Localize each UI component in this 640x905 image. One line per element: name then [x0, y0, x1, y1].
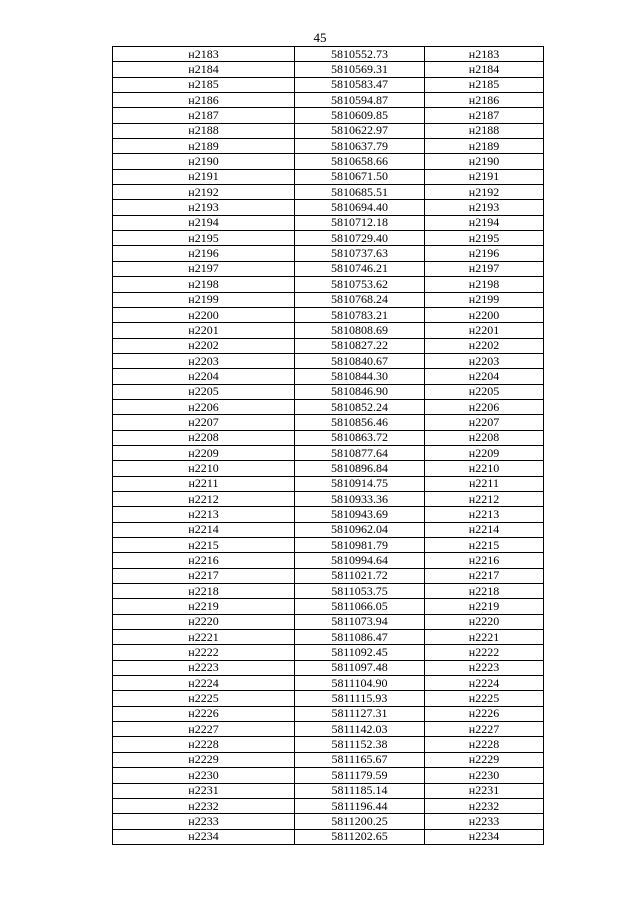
coordinate-value-cell: 5811202.65	[295, 829, 425, 844]
point-number-repeat-cell: н2222	[425, 645, 544, 660]
point-number-repeat-cell: н2216	[425, 553, 544, 568]
point-number-cell: н2187	[113, 108, 295, 123]
point-number-repeat-cell: н2205	[425, 384, 544, 399]
point-number-repeat-cell: н2202	[425, 338, 544, 353]
point-number-repeat-cell: н2206	[425, 399, 544, 414]
point-number-cell: н2185	[113, 77, 295, 92]
point-number-repeat-cell: н2210	[425, 461, 544, 476]
point-number-cell: н2218	[113, 584, 295, 599]
table-row	[113, 430, 544, 445]
coordinate-value-cell: 5810844.30	[295, 369, 425, 384]
point-number-cell: н2192	[113, 185, 295, 200]
coordinate-value-cell: 5810783.21	[295, 307, 425, 322]
table-row	[113, 614, 544, 629]
table-row	[113, 215, 544, 230]
coordinate-value-cell: 5811073.94	[295, 614, 425, 629]
point-number-cell: н2232	[113, 798, 295, 813]
table-row	[113, 568, 544, 583]
point-number-cell: н2196	[113, 246, 295, 261]
table-row	[113, 814, 544, 829]
point-number-repeat-cell: н2192	[425, 185, 544, 200]
table-row	[113, 599, 544, 614]
table-row	[113, 108, 544, 123]
table-row	[113, 154, 544, 169]
point-number-repeat-cell: н2187	[425, 108, 544, 123]
coordinate-value-cell: 5810768.24	[295, 292, 425, 307]
table-row	[113, 538, 544, 553]
point-number-cell: н2224	[113, 676, 295, 691]
point-number-repeat-cell: н2199	[425, 292, 544, 307]
point-number-cell: н2231	[113, 783, 295, 798]
point-number-cell: н2223	[113, 660, 295, 675]
coordinate-value-cell: 5810658.66	[295, 154, 425, 169]
point-number-cell: н2193	[113, 200, 295, 215]
table-row	[113, 246, 544, 261]
table-row	[113, 660, 544, 675]
table-row	[113, 399, 544, 414]
coordinate-value-cell: 5811127.31	[295, 706, 425, 721]
point-number-repeat-cell: н2233	[425, 814, 544, 829]
coordinate-value-cell: 5810856.46	[295, 415, 425, 430]
point-number-repeat-cell: н2201	[425, 323, 544, 338]
table-row	[113, 553, 544, 568]
point-number-repeat-cell: н2193	[425, 200, 544, 215]
point-number-cell: н2199	[113, 292, 295, 307]
point-number-repeat-cell: н2196	[425, 246, 544, 261]
coordinate-value-cell: 5811097.48	[295, 660, 425, 675]
point-number-cell: н2200	[113, 307, 295, 322]
coordinate-value-cell: 5810808.69	[295, 323, 425, 338]
table-row	[113, 292, 544, 307]
coordinate-value-cell: 5810840.67	[295, 353, 425, 368]
point-number-repeat-cell: н2197	[425, 261, 544, 276]
point-number-cell: н2204	[113, 369, 295, 384]
table-row	[113, 261, 544, 276]
table-row	[113, 768, 544, 783]
table-row	[113, 676, 544, 691]
coordinate-value-cell: 5810694.40	[295, 200, 425, 215]
point-number-cell: н2220	[113, 614, 295, 629]
point-number-cell: н2229	[113, 752, 295, 767]
coordinate-value-cell: 5810846.90	[295, 384, 425, 399]
table-row	[113, 645, 544, 660]
table-row	[113, 307, 544, 322]
coordinate-value-cell: 5810863.72	[295, 430, 425, 445]
coordinate-value-cell: 5810712.18	[295, 215, 425, 230]
point-number-cell: н2212	[113, 491, 295, 506]
table-row	[113, 783, 544, 798]
point-number-repeat-cell: н2220	[425, 614, 544, 629]
table-row	[113, 93, 544, 108]
coordinate-value-cell: 5811185.14	[295, 783, 425, 798]
table-row	[113, 169, 544, 184]
point-number-cell: н2198	[113, 277, 295, 292]
table-row	[113, 630, 544, 645]
coordinate-value-cell: 5811104.90	[295, 676, 425, 691]
coordinate-value-cell: 5811115.93	[295, 691, 425, 706]
table-row	[113, 384, 544, 399]
point-number-repeat-cell: н2232	[425, 798, 544, 813]
point-number-cell: н2208	[113, 430, 295, 445]
point-number-cell: н2215	[113, 538, 295, 553]
coordinate-value-cell: 5811165.67	[295, 752, 425, 767]
point-number-repeat-cell: н2213	[425, 507, 544, 522]
coordinate-value-cell: 5811196.44	[295, 798, 425, 813]
table-row	[113, 798, 544, 813]
coordinate-value-cell: 5810943.69	[295, 507, 425, 522]
table-row	[113, 829, 544, 844]
table-row	[113, 491, 544, 506]
table-row	[113, 139, 544, 154]
coordinate-value-cell: 5810753.62	[295, 277, 425, 292]
point-number-repeat-cell: н2185	[425, 77, 544, 92]
point-number-repeat-cell: н2191	[425, 169, 544, 184]
point-number-repeat-cell: н2188	[425, 123, 544, 138]
point-number-repeat-cell: н2200	[425, 307, 544, 322]
point-number-cell: н2227	[113, 722, 295, 737]
table-row	[113, 353, 544, 368]
table-row	[113, 706, 544, 721]
point-number-repeat-cell: н2215	[425, 538, 544, 553]
point-number-cell: н2213	[113, 507, 295, 522]
coordinate-value-cell: 5810685.51	[295, 185, 425, 200]
point-number-cell: н2226	[113, 706, 295, 721]
table-row	[113, 123, 544, 138]
point-number-cell: н2225	[113, 691, 295, 706]
point-number-cell: н2209	[113, 445, 295, 460]
point-number-cell: н2202	[113, 338, 295, 353]
coordinate-value-cell: 5810877.64	[295, 445, 425, 460]
point-number-cell: н2217	[113, 568, 295, 583]
point-number-repeat-cell: н2221	[425, 630, 544, 645]
coordinates-table	[112, 46, 544, 845]
coordinate-value-cell: 5811200.25	[295, 814, 425, 829]
point-number-repeat-cell: н2227	[425, 722, 544, 737]
point-number-cell: н2186	[113, 93, 295, 108]
coordinate-value-cell: 5811179.59	[295, 768, 425, 783]
point-number-repeat-cell: н2190	[425, 154, 544, 169]
table-row	[113, 338, 544, 353]
table-row	[113, 722, 544, 737]
coordinate-value-cell: 5810594.87	[295, 93, 425, 108]
point-number-cell: н2189	[113, 139, 295, 154]
point-number-cell: н2205	[113, 384, 295, 399]
point-number-cell: н2221	[113, 630, 295, 645]
point-number-cell: н2194	[113, 215, 295, 230]
point-number-cell: н2214	[113, 522, 295, 537]
coordinate-value-cell: 5810671.50	[295, 169, 425, 184]
table-row	[113, 752, 544, 767]
coordinate-value-cell: 5811053.75	[295, 584, 425, 599]
point-number-repeat-cell: н2204	[425, 369, 544, 384]
coordinate-value-cell: 5811021.72	[295, 568, 425, 583]
coordinate-value-cell: 5810896.84	[295, 461, 425, 476]
table-row	[113, 185, 544, 200]
coordinate-value-cell: 5810914.75	[295, 476, 425, 491]
point-number-repeat-cell: н2225	[425, 691, 544, 706]
point-number-repeat-cell: н2189	[425, 139, 544, 154]
table-row	[113, 415, 544, 430]
point-number-cell: н2203	[113, 353, 295, 368]
point-number-cell: н2188	[113, 123, 295, 138]
table-row	[113, 231, 544, 246]
point-number-repeat-cell: н2219	[425, 599, 544, 614]
table-row	[113, 691, 544, 706]
point-number-repeat-cell: н2217	[425, 568, 544, 583]
table-row	[113, 522, 544, 537]
point-number-repeat-cell: н2195	[425, 231, 544, 246]
point-number-repeat-cell: н2183	[425, 47, 544, 62]
table-row	[113, 323, 544, 338]
coordinate-value-cell: 5810852.24	[295, 399, 425, 414]
coordinate-value-cell: 5811086.47	[295, 630, 425, 645]
coordinate-value-cell: 5810552.73	[295, 47, 425, 62]
coordinate-value-cell: 5810637.79	[295, 139, 425, 154]
point-number-repeat-cell: н2211	[425, 476, 544, 491]
point-number-cell: н2228	[113, 737, 295, 752]
point-number-repeat-cell: н2226	[425, 706, 544, 721]
point-number-repeat-cell: н2208	[425, 430, 544, 445]
point-number-repeat-cell: н2207	[425, 415, 544, 430]
coordinate-value-cell: 5810933.36	[295, 491, 425, 506]
point-number-repeat-cell: н2203	[425, 353, 544, 368]
point-number-cell: н2190	[113, 154, 295, 169]
table-row	[113, 277, 544, 292]
table-row	[113, 369, 544, 384]
point-number-cell: н2201	[113, 323, 295, 338]
coordinate-value-cell: 5810583.47	[295, 77, 425, 92]
coordinate-value-cell: 5810981.79	[295, 538, 425, 553]
point-number-cell: н2233	[113, 814, 295, 829]
point-number-cell: н2184	[113, 62, 295, 77]
point-number-repeat-cell: н2218	[425, 584, 544, 599]
point-number-cell: н2206	[113, 399, 295, 414]
point-number-repeat-cell: н2223	[425, 660, 544, 675]
coordinate-value-cell: 5810622.97	[295, 123, 425, 138]
coordinate-value-cell: 5810737.63	[295, 246, 425, 261]
coordinate-value-cell: 5810569.31	[295, 62, 425, 77]
point-number-cell: н2222	[113, 645, 295, 660]
point-number-cell: н2207	[113, 415, 295, 430]
coordinates-table-body	[113, 47, 544, 845]
page-number: 45	[313, 30, 327, 45]
point-number-repeat-cell: н2212	[425, 491, 544, 506]
coordinate-value-cell: 5810827.22	[295, 338, 425, 353]
point-number-cell: н2210	[113, 461, 295, 476]
coordinate-value-cell: 5810729.40	[295, 231, 425, 246]
coordinate-value-cell: 5811152.38	[295, 737, 425, 752]
coordinate-value-cell: 5811142.03	[295, 722, 425, 737]
point-number-repeat-cell: н2184	[425, 62, 544, 77]
point-number-repeat-cell: н2198	[425, 277, 544, 292]
point-number-repeat-cell: н2228	[425, 737, 544, 752]
table-row	[113, 47, 544, 62]
coordinate-value-cell: 5810746.21	[295, 261, 425, 276]
point-number-cell: н2216	[113, 553, 295, 568]
point-number-repeat-cell: н2224	[425, 676, 544, 691]
point-number-repeat-cell: н2209	[425, 445, 544, 460]
table-row	[113, 461, 544, 476]
point-number-repeat-cell: н2194	[425, 215, 544, 230]
point-number-cell: н2219	[113, 599, 295, 614]
table-row	[113, 77, 544, 92]
point-number-repeat-cell: н2229	[425, 752, 544, 767]
point-number-repeat-cell: н2186	[425, 93, 544, 108]
coordinate-value-cell: 5811066.05	[295, 599, 425, 614]
coordinate-value-cell: 5810994.64	[295, 553, 425, 568]
table-row	[113, 445, 544, 460]
point-number-cell: н2197	[113, 261, 295, 276]
point-number-repeat-cell: н2234	[425, 829, 544, 844]
point-number-repeat-cell: н2214	[425, 522, 544, 537]
table-row	[113, 737, 544, 752]
coordinate-value-cell: 5811092.45	[295, 645, 425, 660]
point-number-cell: н2191	[113, 169, 295, 184]
point-number-cell: н2211	[113, 476, 295, 491]
coordinate-value-cell: 5810609.85	[295, 108, 425, 123]
point-number-repeat-cell: н2231	[425, 783, 544, 798]
point-number-cell: н2183	[113, 47, 295, 62]
point-number-cell: н2230	[113, 768, 295, 783]
point-number-repeat-cell: н2230	[425, 768, 544, 783]
table-row	[113, 584, 544, 599]
table-row	[113, 200, 544, 215]
coordinate-value-cell: 5810962.04	[295, 522, 425, 537]
point-number-cell: н2195	[113, 231, 295, 246]
table-row	[113, 62, 544, 77]
table-row	[113, 476, 544, 491]
point-number-cell: н2234	[113, 829, 295, 844]
table-row	[113, 507, 544, 522]
